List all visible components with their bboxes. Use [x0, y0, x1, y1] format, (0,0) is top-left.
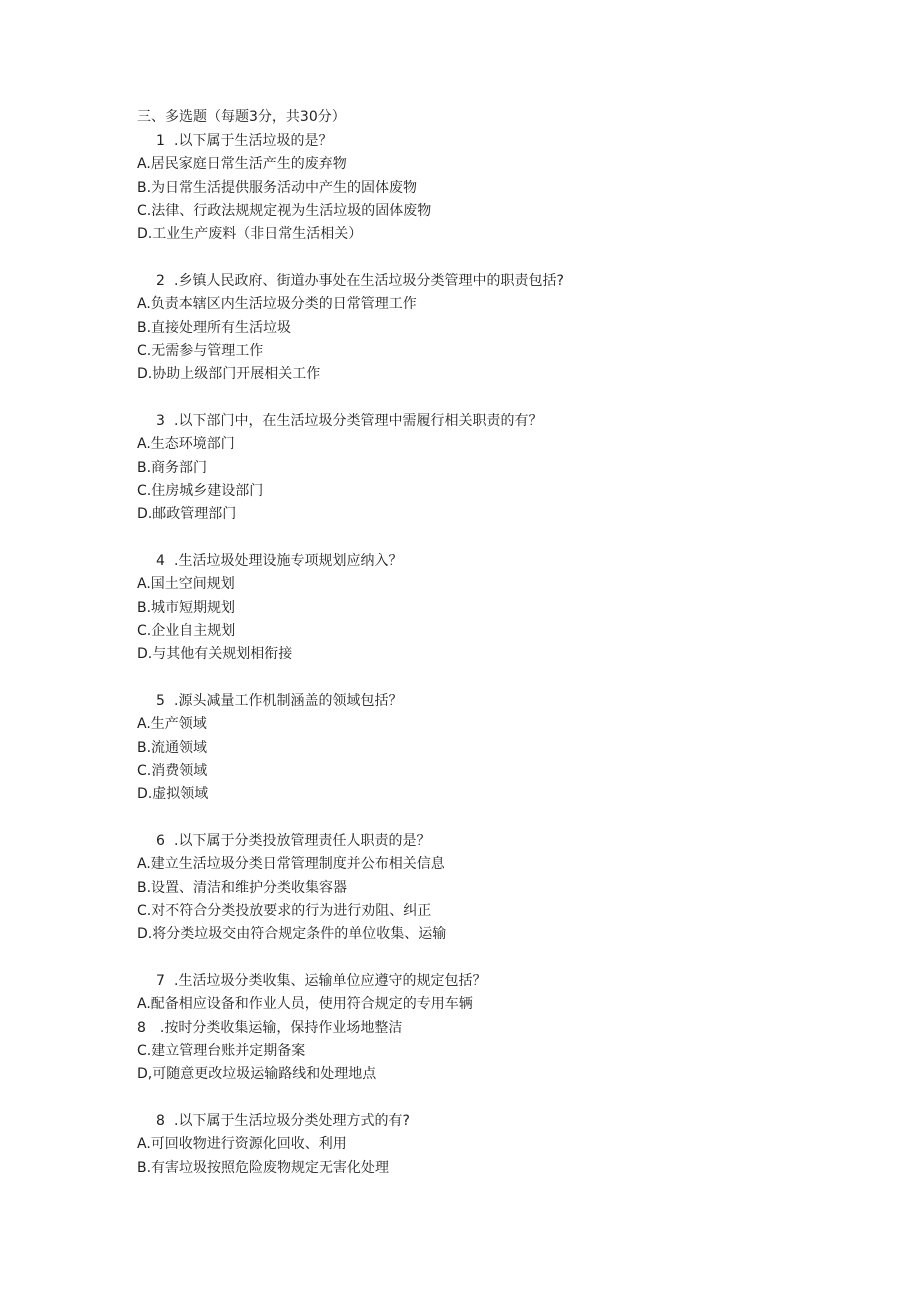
option-d: D.虚拟领域 — [137, 786, 209, 803]
option-c: C.法律、行政法规规定视为生活垃圾的固体废物 — [137, 202, 432, 219]
question-4 — [137, 550, 837, 666]
option-c: C.对不符合分类投放要求的行为进行劝阻、纠正 — [137, 902, 432, 919]
option-b: B.直接处理所有生活垃圾 — [137, 319, 292, 336]
option-b: B.设置、清洁和维护分类收集容器 — [137, 879, 348, 896]
question-6 — [137, 830, 837, 946]
question-stem — [137, 550, 837, 573]
question-2 — [137, 270, 837, 386]
question-text: .源头减量工作机制涵盖的领域包括？ — [174, 693, 403, 709]
option-d: D,可随意更改垃圾运输路线和处理地点 — [137, 1066, 377, 1083]
question-number: 8 — [156, 1113, 165, 1129]
option-b: B.有害垃圾按照危险废物规定无害化处理 — [137, 1159, 390, 1176]
option-d: D.协助上级部门开展相关工作 — [137, 366, 321, 383]
question-number: 2 — [156, 273, 165, 289]
option-b: B.为日常生活提供服务活动中产生的固体废物 — [137, 179, 418, 196]
question-number: 4 — [156, 553, 165, 569]
question-text: .以下属于分类投放管理责任人职责的是？ — [174, 833, 431, 849]
option-b: B.城市短期规划 — [137, 599, 236, 616]
option-d: D.与其他有关规划相衔接 — [137, 646, 293, 663]
question-number: 1 — [156, 133, 165, 149]
question-text: .以下部门中，在生活垃圾分类管理中需履行相关职责的有？ — [174, 413, 543, 429]
question-stem — [137, 130, 837, 153]
option-a: A.可回收物进行资源化回收、利用 — [137, 1136, 347, 1153]
option-d: D.将分类垃圾交由符合规定条件的单位收集、运输 — [137, 926, 447, 943]
question-number: 3 — [156, 413, 165, 429]
option-c: C.无需参与管理工作 — [137, 342, 264, 359]
question-stem — [137, 410, 837, 433]
option-c: C.住房城乡建设部门 — [137, 482, 264, 499]
option-b: B.流通领域 — [137, 739, 208, 756]
option-a: A.负责本辖区内生活垃圾分类的日常管理工作 — [137, 296, 417, 313]
question-stem — [137, 1110, 837, 1133]
option-c: C.建立管理台账并定期备案 — [137, 1042, 306, 1059]
question-stem — [137, 690, 837, 713]
option-c: C.消费领域 — [137, 762, 208, 779]
question-text: .以下属于生活垃圾的是？ — [174, 133, 333, 149]
option-a: A.配备相应设备和作业人员，使用符合规定的专用车辆 — [137, 996, 473, 1013]
question-text: .生活垃圾分类收集、运输单位应遵守的规定包括？ — [174, 973, 487, 989]
option-b: 8 .按时分类收集运输，保持作业场地整洁 — [137, 1019, 403, 1036]
section-title: 三、多选题（每题3分，共30分） — [137, 109, 346, 125]
option-d: D.工业生产废料（非日常生活相关） — [137, 226, 363, 243]
question-7 — [137, 970, 837, 1086]
question-1 — [137, 130, 837, 246]
question-number: 6 — [156, 833, 165, 849]
question-number: 7 — [156, 973, 165, 989]
option-a: A.国土空间规划 — [137, 576, 235, 593]
option-c: C.企业自主规划 — [137, 622, 236, 639]
question-8 — [137, 1110, 837, 1180]
question-text: .以下属于生活垃圾分类处理方式的有? — [174, 1113, 410, 1129]
question-text: .乡镇人民政府、街道办事处在生活垃圾分类管理中的职责包括? — [174, 273, 564, 289]
question-number: 5 — [156, 693, 165, 709]
option-b: B.商务部门 — [137, 459, 208, 476]
question-3 — [137, 410, 837, 526]
question-stem — [137, 270, 837, 293]
question-stem — [137, 970, 837, 993]
question-text: .生活垃圾处理设施专项规划应纳入？ — [174, 553, 403, 569]
option-a: A.建立生活垃圾分类日常管理制度并公布相关信息 — [137, 856, 445, 873]
option-a: A.居民家庭日常生活产生的废弃物 — [137, 156, 347, 173]
question-5 — [137, 690, 837, 806]
question-stem — [137, 830, 837, 853]
option-a: A.生产领域 — [137, 716, 207, 733]
option-d: D.邮政管理部门 — [137, 506, 237, 523]
option-a: A.生态环境部门 — [137, 436, 235, 453]
